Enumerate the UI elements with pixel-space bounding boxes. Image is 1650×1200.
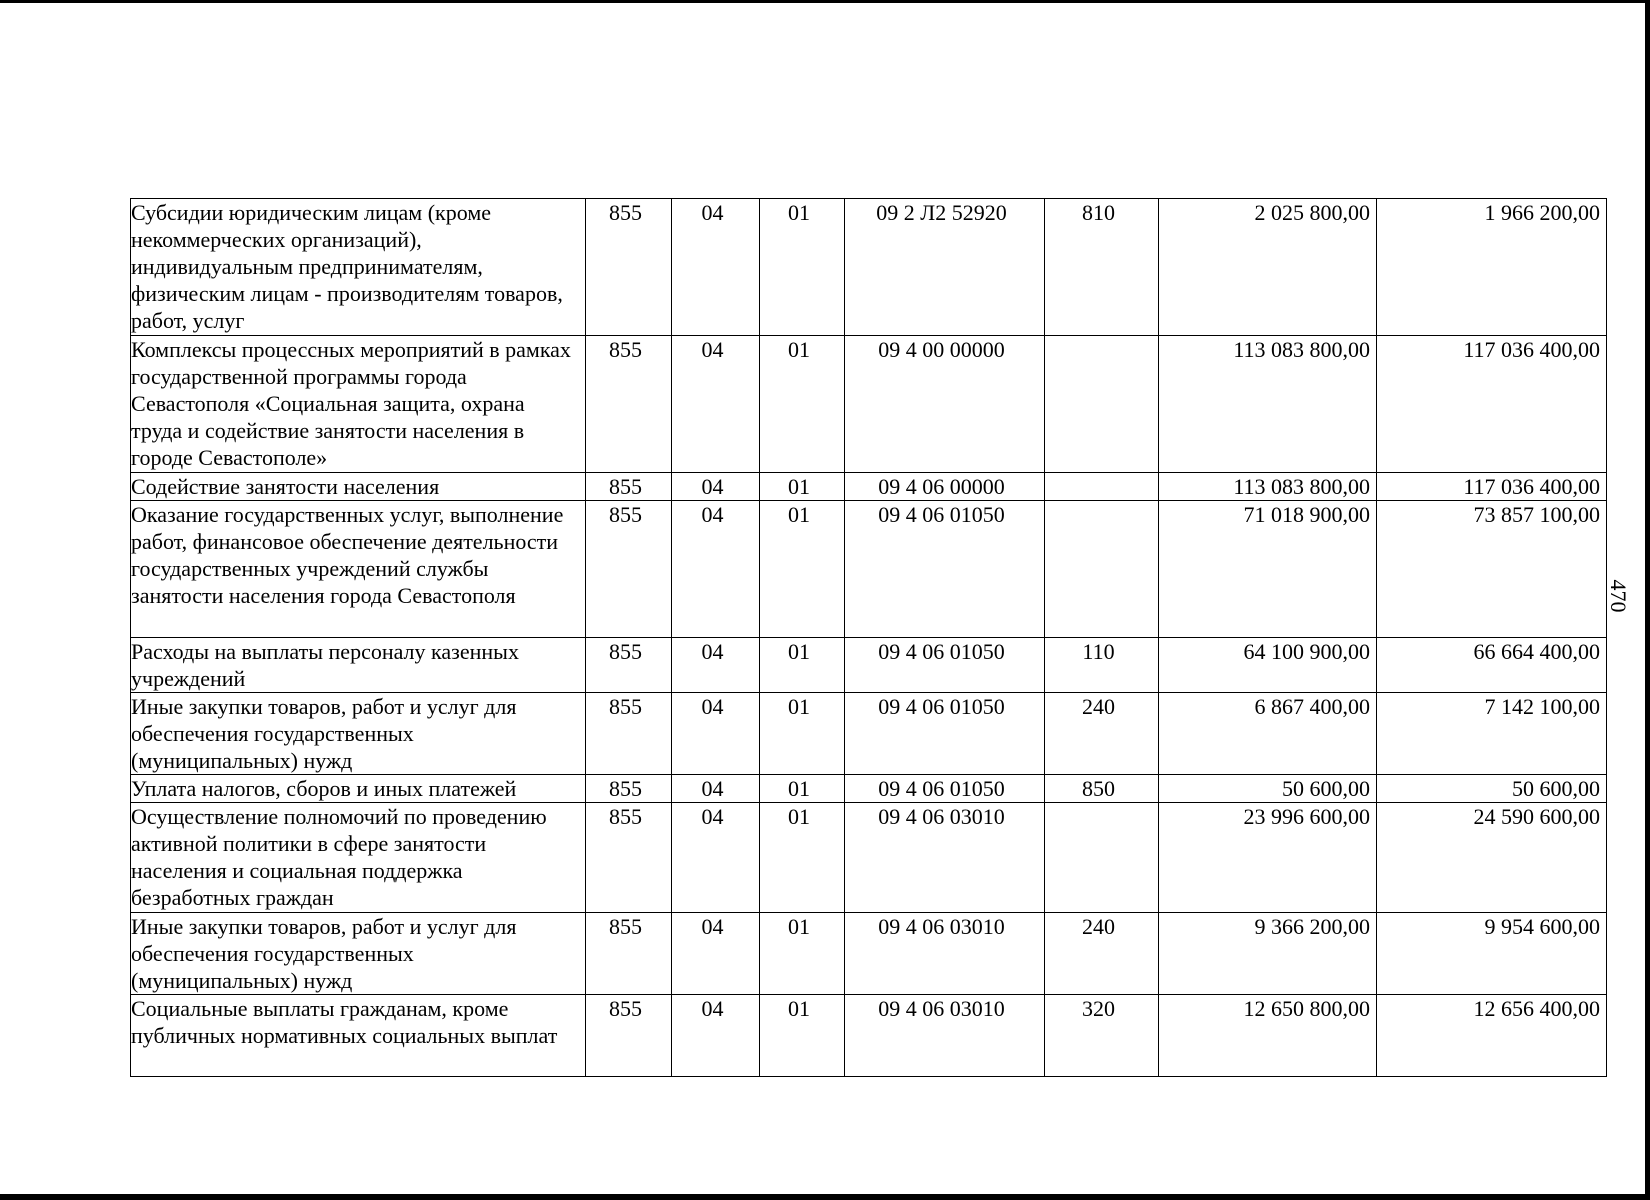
cell-expense-type: 810 xyxy=(1045,199,1159,336)
cell-department-code: 855 xyxy=(586,913,672,995)
cell-expense-type: 240 xyxy=(1045,693,1159,775)
table-row xyxy=(131,638,1607,693)
cell-target-article: 09 4 06 03010 xyxy=(845,995,1045,1077)
cell-amount-year-2: 1 966 200,00 xyxy=(1377,199,1607,336)
cell-section-code: 04 xyxy=(672,913,760,995)
table-row xyxy=(131,995,1607,1077)
table-row xyxy=(131,775,1607,803)
cell-department-code: 855 xyxy=(586,693,672,775)
cell-department-code: 855 xyxy=(586,638,672,693)
cell-subsection-code: 01 xyxy=(760,913,845,995)
cell-amount-year-1: 64 100 900,00 xyxy=(1159,638,1377,693)
cell-target-article: 09 4 06 00000 xyxy=(845,473,1045,501)
table-body xyxy=(131,199,1607,1077)
cell-subsection-code: 01 xyxy=(760,473,845,501)
cell-amount-year-1: 12 650 800,00 xyxy=(1159,995,1377,1077)
cell-description: Содействие занятости населения xyxy=(131,473,586,501)
table-row xyxy=(131,473,1607,501)
cell-section-code: 04 xyxy=(672,775,760,803)
cell-expense-type: 850 xyxy=(1045,775,1159,803)
cell-description: Иные закупки товаров, работ и услуг для обеспечения государственных (муниципальных) нужд xyxy=(131,913,586,995)
scan-border-top xyxy=(0,0,1650,3)
cell-amount-year-1: 23 996 600,00 xyxy=(1159,803,1377,913)
cell-expense-type xyxy=(1045,803,1159,913)
cell-department-code: 855 xyxy=(586,336,672,473)
cell-department-code: 855 xyxy=(586,473,672,501)
cell-amount-year-2: 66 664 400,00 xyxy=(1377,638,1607,693)
cell-target-article: 09 4 06 01050 xyxy=(845,775,1045,803)
cell-subsection-code: 01 xyxy=(760,336,845,473)
cell-section-code: 04 xyxy=(672,501,760,638)
cell-amount-year-2: 73 857 100,00 xyxy=(1377,501,1607,638)
cell-description: Оказание государственных услуг, выполнение работ, финансовое обеспечение деятельности государственных учреждений службы занятости населения города Севастополя xyxy=(131,501,586,638)
cell-amount-year-2: 117 036 400,00 xyxy=(1377,336,1607,473)
cell-description: Субсидии юридическим лицам (кроме некоммерческих организаций), индивидуальным предпринимателям, физическим лицам - производителям товаров, работ, услуг xyxy=(131,199,586,336)
cell-expense-type: 320 xyxy=(1045,995,1159,1077)
cell-target-article: 09 2 Л2 52920 xyxy=(845,199,1045,336)
cell-section-code: 04 xyxy=(672,199,760,336)
cell-description: Уплата налогов, сборов и иных платежей xyxy=(131,775,586,803)
cell-subsection-code: 01 xyxy=(760,693,845,775)
cell-amount-year-1: 6 867 400,00 xyxy=(1159,693,1377,775)
cell-target-article: 09 4 06 01050 xyxy=(845,501,1045,638)
cell-amount-year-1: 2 025 800,00 xyxy=(1159,199,1377,336)
scan-border-right xyxy=(1645,0,1650,1200)
page-number: 470 xyxy=(1606,579,1631,613)
cell-subsection-code: 01 xyxy=(760,995,845,1077)
cell-expense-type: 110 xyxy=(1045,638,1159,693)
table-row xyxy=(131,501,1607,638)
cell-department-code: 855 xyxy=(586,803,672,913)
cell-section-code: 04 xyxy=(672,995,760,1077)
budget-table xyxy=(130,198,1607,1077)
cell-description: Социальные выплаты гражданам, кроме публичных нормативных социальных выплат xyxy=(131,995,586,1077)
cell-expense-type xyxy=(1045,501,1159,638)
cell-description: Осуществление полномочий по проведению активной политики в сфере занятости населения и социальная поддержка безработных граждан xyxy=(131,803,586,913)
cell-amount-year-2: 50 600,00 xyxy=(1377,775,1607,803)
table-row xyxy=(131,199,1607,336)
cell-target-article: 09 4 06 03010 xyxy=(845,803,1045,913)
cell-subsection-code: 01 xyxy=(760,501,845,638)
cell-description: Иные закупки товаров, работ и услуг для обеспечения государственных (муниципальных) нужд xyxy=(131,693,586,775)
cell-section-code: 04 xyxy=(672,473,760,501)
cell-section-code: 04 xyxy=(672,693,760,775)
cell-department-code: 855 xyxy=(586,995,672,1077)
cell-subsection-code: 01 xyxy=(760,775,845,803)
cell-target-article: 09 4 06 01050 xyxy=(845,638,1045,693)
table-row xyxy=(131,693,1607,775)
cell-amount-year-1: 113 083 800,00 xyxy=(1159,473,1377,501)
cell-amount-year-2: 24 590 600,00 xyxy=(1377,803,1607,913)
table-row xyxy=(131,913,1607,995)
cell-department-code: 855 xyxy=(586,501,672,638)
cell-description: Расходы на выплаты персоналу казенных учреждений xyxy=(131,638,586,693)
cell-amount-year-2: 12 656 400,00 xyxy=(1377,995,1607,1077)
cell-target-article: 09 4 06 01050 xyxy=(845,693,1045,775)
table-row xyxy=(131,803,1607,913)
cell-subsection-code: 01 xyxy=(760,199,845,336)
cell-expense-type: 240 xyxy=(1045,913,1159,995)
cell-section-code: 04 xyxy=(672,638,760,693)
cell-description: Комплексы процессных мероприятий в рамках государственной программы города Севастополя «Социальная защита, охрана труда и содействие занятости населения в городе Севастополе» xyxy=(131,336,586,473)
cell-subsection-code: 01 xyxy=(760,803,845,913)
cell-amount-year-2: 9 954 600,00 xyxy=(1377,913,1607,995)
cell-target-article: 09 4 06 03010 xyxy=(845,913,1045,995)
cell-subsection-code: 01 xyxy=(760,638,845,693)
cell-section-code: 04 xyxy=(672,336,760,473)
cell-amount-year-1: 71 018 900,00 xyxy=(1159,501,1377,638)
cell-amount-year-1: 113 083 800,00 xyxy=(1159,336,1377,473)
cell-section-code: 04 xyxy=(672,803,760,913)
cell-target-article: 09 4 00 00000 xyxy=(845,336,1045,473)
cell-amount-year-2: 7 142 100,00 xyxy=(1377,693,1607,775)
cell-amount-year-2: 117 036 400,00 xyxy=(1377,473,1607,501)
cell-department-code: 855 xyxy=(586,199,672,336)
scan-border-bottom xyxy=(0,1194,1650,1200)
cell-expense-type xyxy=(1045,336,1159,473)
cell-department-code: 855 xyxy=(586,775,672,803)
cell-expense-type xyxy=(1045,473,1159,501)
table-row xyxy=(131,336,1607,473)
cell-amount-year-1: 9 366 200,00 xyxy=(1159,913,1377,995)
cell-amount-year-1: 50 600,00 xyxy=(1159,775,1377,803)
